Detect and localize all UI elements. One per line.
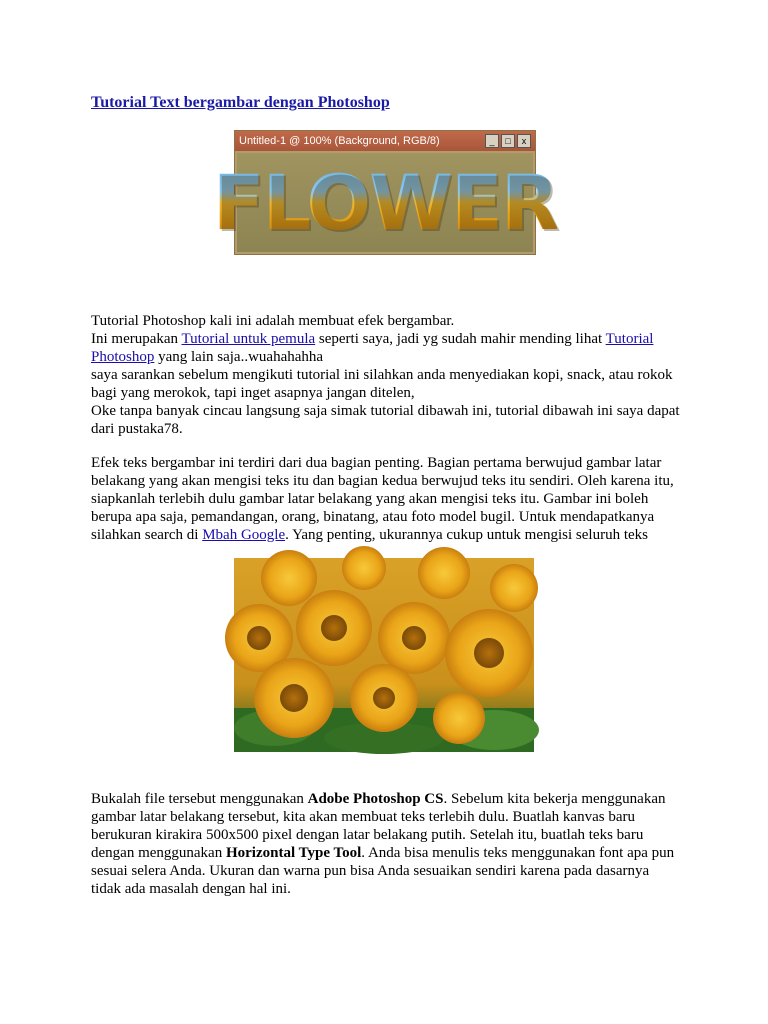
- link-tutorial-untuk-pemula[interactable]: Tutorial untuk pemula: [181, 331, 316, 347]
- title-link[interactable]: Tutorial Text bergambar dengan Photoshop: [91, 94, 390, 111]
- intro-line-4: Oke tanpa banyak cincau langsung saja simak tutorial dibawah ini, tutorial dibawah ini saya dapat dari pustaka78.: [91, 403, 680, 437]
- flower-text-effect: FLOWER: [212, 157, 558, 247]
- page-title: [91, 93, 390, 113]
- instruction-text-3: . Anda bisa menulis teks menggunakan font apa pun sesuai selera Anda. Ukuran dan warna pun bisa Anda sesuaikan sendiri karena pada dasarnya tidak ada masalah dengan hal ini.: [91, 845, 675, 897]
- window-controls: [485, 134, 531, 148]
- photoshop-titlebar: [235, 131, 535, 151]
- photoshop-titlebar-text: Untitled-1 @ 100% (Background, RGB/8): [239, 135, 440, 147]
- intro-paragraph: [91, 312, 681, 438]
- minimize-icon: _: [485, 134, 499, 148]
- maximize-icon: □: [501, 134, 515, 148]
- link-tutorial-photoshop[interactable]: Tutorial Photoshop: [91, 331, 654, 365]
- intro-line-2-end: yang lain saja..wuahahahha: [154, 349, 324, 365]
- instruction-text-1: Bukalah file tersebut menggunakan: [91, 791, 308, 807]
- instruction-text-2: . Sebelum kita bekerja menggunakan gambar latar belakang tersebut, kita akan membuat teks terlebih dulu. Buatlah kanvas baru berukuran kirakira 500x500 pixel dengan latar belakang putih. Setelah itu, buatlah teks baru dengan menggunakan: [91, 791, 666, 861]
- bold-adobe-photoshop-cs: Adobe Photoshop CS: [307, 791, 444, 807]
- intro-line-2-mid: seperti saya, jadi yg sudah mahir mending lihat: [315, 331, 606, 347]
- sunflower-photo: [234, 558, 534, 752]
- instruction-paragraph: [91, 790, 681, 898]
- close-icon: x: [517, 134, 531, 148]
- explanation-text: Efek teks bergambar ini terdiri dari dua bagian penting. Bagian pertama berwujud gambar latar belakang yang akan mengisi teks itu dan bagian kedua berwujud teks itu sendiri. Oleh karena itu, siapkanlah terlebih dulu gambar latar belakang yang akan mengisi teks itu. Gambar ini boleh berupa apa saja, pemandangan, orang, binatang, atau foto model bugil. Untuk mendapatkanya silahkan search di: [91, 455, 674, 543]
- bold-horizontal-type-tool: Horizontal Type Tool: [225, 845, 362, 861]
- intro-line-1: Tutorial Photoshop kali ini adalah membuat efek bergambar.: [91, 313, 455, 329]
- explanation-text-end: . Yang penting, ukurannya cukup untuk mengisi seluruh teks: [285, 527, 649, 543]
- photoshop-canvas: [212, 153, 558, 252]
- intro-line-2-start: Ini merupakan: [91, 331, 182, 347]
- photoshop-window-image: [212, 130, 558, 255]
- intro-line-3: saya sarankan sebelum mengikuti tutorial ini silahkan anda menyediakan kopi, snack, atau rokok bagi yang merokok, tapi inget asapnya jangan ditelen,: [91, 367, 673, 401]
- link-mbah-google[interactable]: Mbah Google: [202, 527, 286, 543]
- explanation-paragraph: [91, 454, 681, 544]
